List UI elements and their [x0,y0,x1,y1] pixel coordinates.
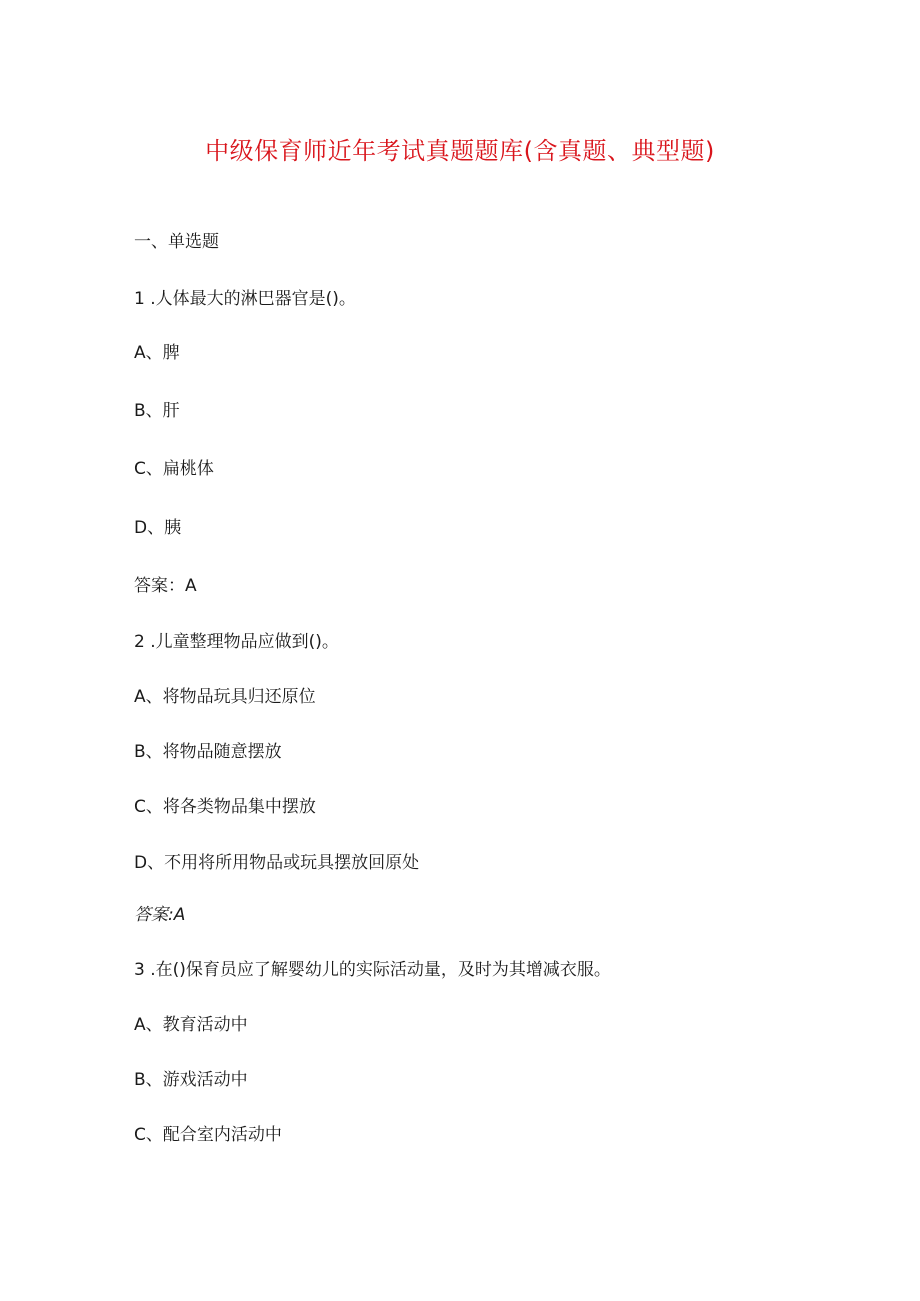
question-3-option-a: A、教育活动中 [134,1015,248,1035]
question-2-option-c: C、将各类物品集中摆放 [134,797,316,817]
section-heading: 一、单选题 [134,232,219,252]
question-2-option-b: B、将物品随意摆放 [134,742,282,762]
question-2-option-d: D、不用将所用物品或玩具摆放回原处 [134,853,420,873]
question-1-answer: 答案：A [134,576,197,596]
question-1-option-d: D、胰 [134,518,182,538]
question-2-stem: 2 .儿童整理物品应做到()。 [134,632,339,652]
question-2-option-a: A、将物品玩具归还原位 [134,687,316,707]
question-1-option-b: B、肝 [134,401,180,421]
question-2-answer: 答案:A [134,905,186,925]
question-3-stem: 3 .在()保育员应了解婴幼儿的实际活动量，及时为其增减衣服。 [134,960,611,980]
question-1-option-c: C、扁桃体 [134,459,214,479]
question-1-option-a: A、脾 [134,343,180,363]
question-1-stem: 1 .人体最大的淋巴器官是()。 [134,289,356,309]
question-3-option-c: C、配合室内活动中 [134,1125,282,1145]
document-title: 中级保育师近年考试真题题库(含真题、典型题) [205,137,715,165]
question-3-option-b: B、游戏活动中 [134,1070,248,1090]
